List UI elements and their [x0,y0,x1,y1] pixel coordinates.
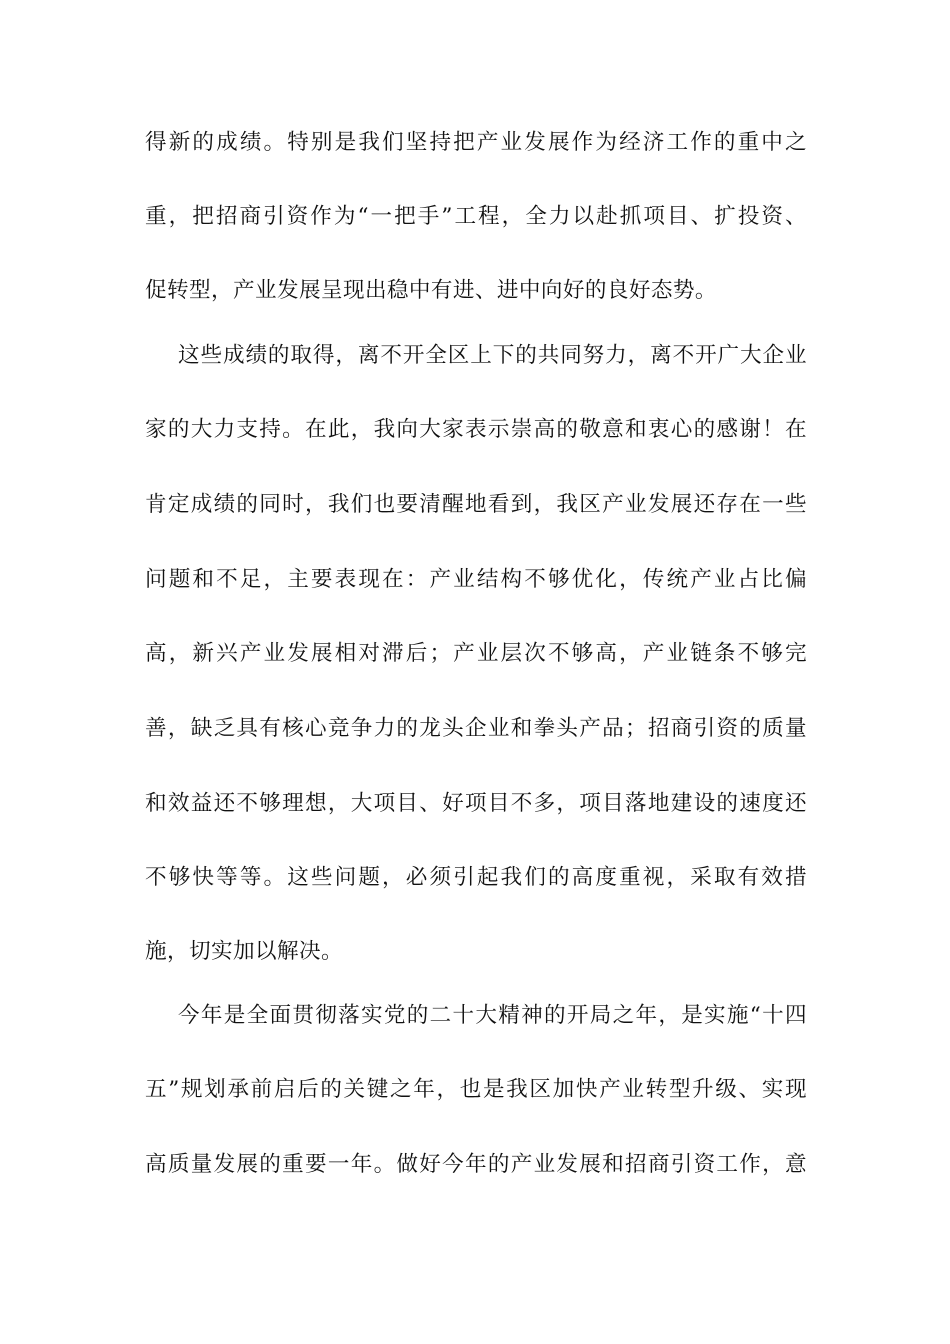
text-line: 重，把招商引资作为“一把手”工程，全力以赴抓项目、扩投资、 [145,204,807,229]
text-line: 今年是全面贯彻落实党的二十大精神的开局之年，是实施“十四 [178,1003,807,1028]
text-line: 肯定成绩的同时，我们也要清醒地看到，我区产业发展还存在一些 [145,492,807,517]
text-line: 这些成绩的取得，离不开全区上下的共同努力，离不开广大企业 [178,343,807,368]
text-line: 问题和不足，主要表现在：产业结构不够优化，传统产业占比偏 [145,567,807,592]
text-line: 和效益还不够理想，大项目、好项目不多，项目落地建设的速度还 [145,791,807,816]
text-line: 不够快等等。这些问题，必须引起我们的高度重视，采取有效措 [145,865,807,890]
text-line: 高质量发展的重要一年。做好今年的产业发展和招商引资工作，意 [145,1152,807,1177]
text-line: 五”规划承前启后的关键之年，也是我区加快产业转型升级、实现 [145,1077,807,1102]
text-line: 促转型，产业发展呈现出稳中有进、进中向好的良好态势。 [145,278,717,303]
text-line: 善，缺乏具有核心竞争力的龙头企业和拳头产品；招商引资的质量 [145,716,807,741]
text-line: 家的大力支持。在此，我向大家表示崇高的敬意和衷心的感谢！在 [145,417,807,442]
text-line: 得新的成绩。特别是我们坚持把产业发展作为经济工作的重中之 [145,130,807,155]
text-line: 高，新兴产业发展相对滞后；产业层次不够高，产业链条不够完 [145,641,807,666]
text-line: 施，切实加以解决。 [145,939,343,964]
